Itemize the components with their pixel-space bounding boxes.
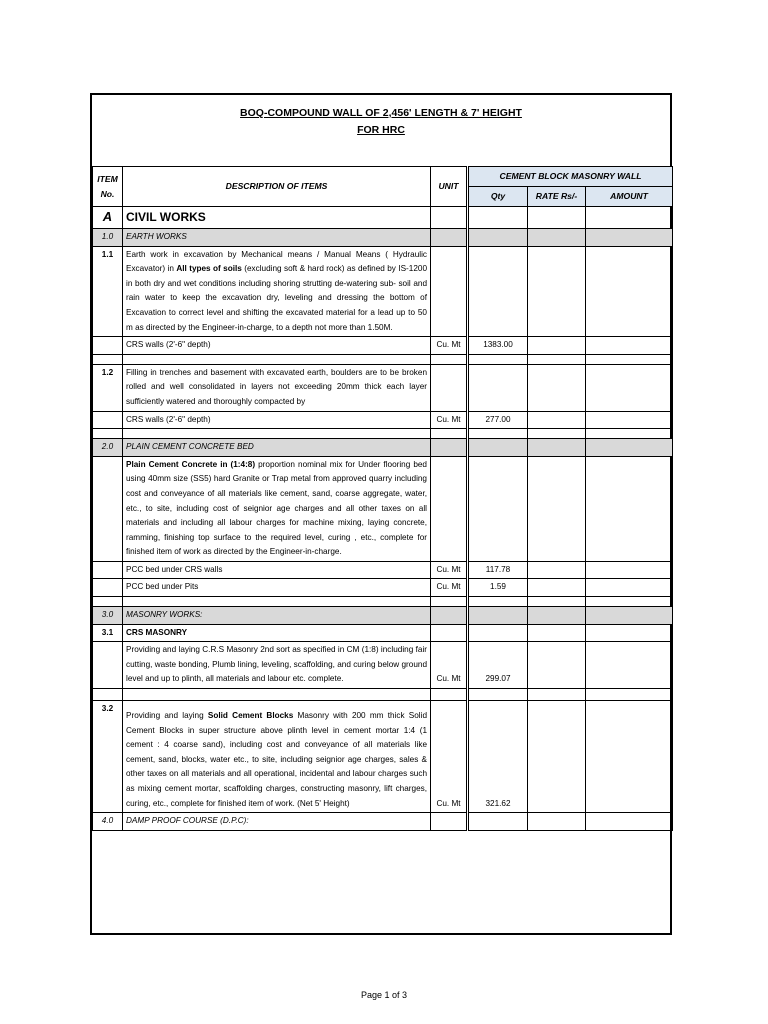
header-qty: Qty	[468, 187, 528, 207]
unit: Cu. Mt	[431, 642, 468, 689]
unit: Cu. Mt	[431, 579, 468, 597]
sub-description: PCC bed under Pits	[123, 579, 431, 597]
qty: 1.59	[468, 579, 528, 597]
section-4-row	[93, 813, 673, 831]
item-1-1-row	[93, 246, 673, 337]
item-1-1-sub-row	[93, 337, 673, 355]
unit: Cu. Mt	[431, 561, 468, 579]
item-no: 1.1	[93, 246, 123, 337]
section-heading: EARTH WORKS	[123, 229, 431, 247]
page-footer: Page 1 of 3	[360, 990, 408, 1000]
header-group: CEMENT BLOCK MASONRY WALL	[468, 167, 673, 187]
header-row-1	[93, 167, 673, 187]
section-title: CIVIL WORKS	[123, 207, 431, 229]
section-no: 2.0	[93, 439, 123, 457]
item-3-1-row	[93, 642, 673, 689]
spacer-row	[93, 429, 673, 439]
qty: 117.78	[468, 561, 528, 579]
qty: 1383.00	[468, 337, 528, 355]
sub-description: CRS walls (2'-6" depth)	[123, 337, 431, 355]
item-description: Earth work in excavation by Mechanical means / Manual Means ( Hydraulic Excavator) in All types of soils (excluding soft & hard rock) as defined by IS-1200 in both dry and wet conditions including shoring strutting de-watering sub- soil and rain water to keep the excavation dry, leveling and dressing the bottom of Excavation to correct level and shifting the excavated material for a lead up to 50 m as directed by the Engineer-in-charge, to a depth not more than 1.50M.	[123, 246, 431, 337]
section-1-row	[93, 229, 673, 247]
item-no: 1.2	[93, 364, 123, 411]
title-line1: BOQ-COMPOUND WALL OF 2,456' LENGTH & 7' HEIGHT	[240, 107, 522, 119]
qty: 321.62	[468, 701, 528, 813]
unit: Cu. Mt	[431, 337, 468, 355]
item-3-1-title-row	[93, 624, 673, 642]
item-1-2-sub-row	[93, 411, 673, 429]
item-3-2-row	[93, 701, 673, 813]
section-no: 1.0	[93, 229, 123, 247]
section-no: 4.0	[93, 813, 123, 831]
section-no: 3.0	[93, 607, 123, 625]
header-rate: RATE Rs/-	[528, 187, 586, 207]
title-block	[92, 95, 670, 167]
title-line2: FOR HRC	[357, 124, 405, 136]
section-heading: PLAIN CEMENT CONCRETE BED	[123, 439, 431, 457]
spacer-row	[93, 597, 673, 607]
qty: 277.00	[468, 411, 528, 429]
section-a-row	[93, 207, 673, 229]
item-title: CRS MASONRY	[123, 624, 431, 642]
item-description: Filling in trenches and basement with excavated earth, boulders are to be broken rolled and well consolidated in layers not exceeding 20mm thick each layer sufficiently watered and thoroughly compacted by	[123, 364, 431, 411]
section-2-row	[93, 439, 673, 457]
item-1-2-row	[93, 364, 673, 411]
header-amount: AMOUNT	[586, 187, 673, 207]
spacer-row	[93, 689, 673, 701]
sub-description: CRS walls (2'-6" depth)	[123, 411, 431, 429]
section-letter: A	[93, 207, 123, 229]
item-description: Providing and laying C.R.S Masonry 2nd sort as specified in CM (1:8) including fair cutting, waste bonding, Plumb lining, leveling, scaffolding, and curing below ground level and up to plinth, all materials and labour etc. complete.	[123, 642, 431, 689]
header-item-no: ITEM No.	[93, 167, 123, 207]
sub-description: PCC bed under CRS walls	[123, 561, 431, 579]
item-no: 3.1	[93, 624, 123, 642]
qty: 299.07	[468, 642, 528, 689]
item-no: 3.2	[93, 701, 123, 813]
boq-table	[92, 166, 673, 831]
section-3-row	[93, 607, 673, 625]
header-description: DESCRIPTION OF ITEMS	[123, 167, 431, 207]
spacer-row	[93, 354, 673, 364]
item-description: Providing and laying Solid Cement Blocks Masonry with 200 mm thick Solid Cement Blocks in super structure above plinth level in cement mortar 1:4 (1 cement : 4 coarse sand), including cost and conveyance of all materials like cement, sand, blocks, water etc., to site, including seignior age charges, sales & other taxes on all materials and all operational, incidental and labour charges such as mixing cement mortar, scaffolding charges, constructing masonry, lift charges, curing, etc., complete for finished item of work. (Net 5' Height)	[123, 701, 431, 813]
unit: Cu. Mt	[431, 411, 468, 429]
section-heading: MASONRY WORKS:	[123, 607, 431, 625]
item-description: Plain Cement Concrete in (1:4:8) proportion nominal mix for Under flooring bed using 40mm size (SS5) hard Granite or Trap metal from approved quarry including cost and conveyance of all materials like cement, sand, coarse aggregate, water, etc., to site, including cost of seignior age charges and all other taxes on all materials and including all labour charges for machine mixing, laying concrete, ramming, finishing top surface to the required level, curing , etc., complete for finished item of work as directed by the Engineer-in-charge.	[123, 456, 431, 561]
item-2-row	[93, 456, 673, 561]
header-unit: UNIT	[431, 167, 468, 207]
item-2-sub-row-1	[93, 561, 673, 579]
unit: Cu. Mt	[431, 701, 468, 813]
boq-sheet	[90, 93, 672, 935]
item-2-sub-row-2	[93, 579, 673, 597]
section-heading: DAMP PROOF COURSE (D.P.C):	[123, 813, 431, 831]
